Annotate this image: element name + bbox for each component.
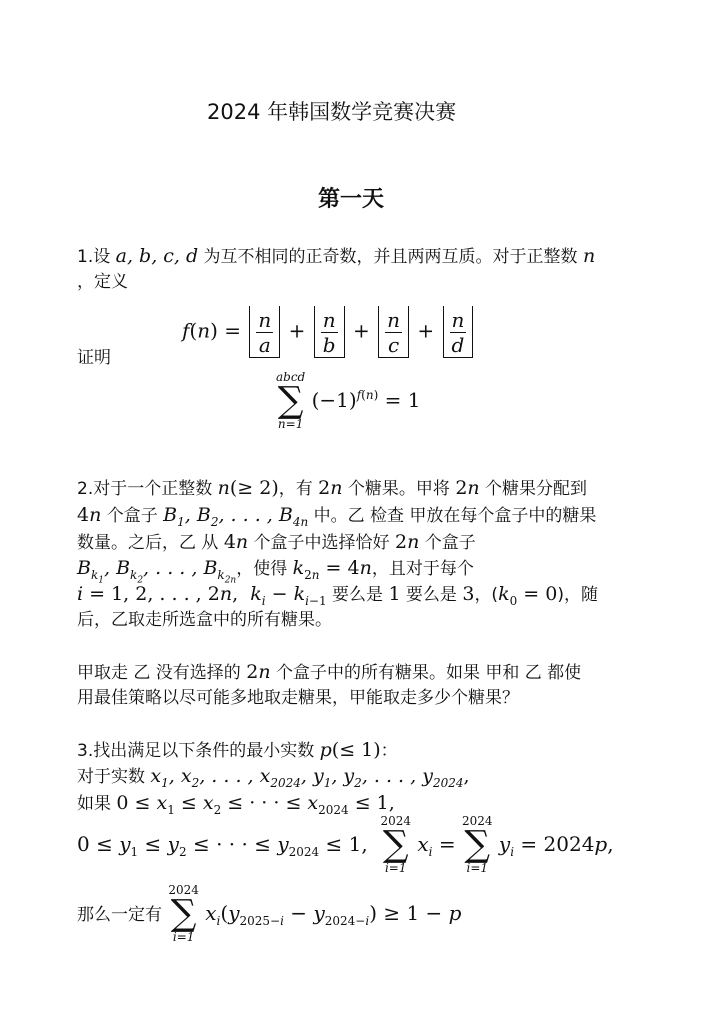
problem-1-define: ，定义 [77,272,128,292]
problem-3-line-1: 3.找出满足以下条件的最小实数 p(≤ 1)： [77,739,398,761]
formula-f-of-n: f(n) = $\frac{n}{a}$ + $\frac{n}{b}$ + $\frac{n}{c}$ + $\frac{n}{d}$ [182,306,475,358]
problem-3-line-5: 那么一定有 2024 ∑ i=1 $x_i(y_{2025-i} - y_{2024-i}) \ge 1 - p$ [77,883,462,945]
problem-2-line-1: 2.对于一个正整数 n(≥ 2)，有 2n 个糖果。甲将 2n 个糖果分配到 [77,477,588,499]
problem-2-line-6: 后，乙取走所选盒中的所有糖果。 [77,610,332,630]
problem-2-line-2: 4n 个盒子 $B_1$, $B_2$, . . . , $B_{4n}$ 中。乙 检查 甲放在每个盒子中的糖果 [77,504,597,529]
problem-2-line-5: i = 1, 2, . . . , 2n, $k_i - k_{i-1}$ 要么是 1 要么是 3，$(k_0 = 0)$，随 [77,583,598,608]
problem-3-line-4: $0 \le y_1 \le y_2$ ≤ · · · ≤ $y_{2024} \le 1$, 2024 ∑ i=1 $x_i$ = 2024 ∑ i=1 $y_i = 2024p$, [77,814,614,876]
document-title: 2024 年韩国数学竞赛决赛 [207,100,457,124]
problem-2-line-4: $B_{k_1}$, $B_{k_2}$, . . . , $B_{k_{2n}}$，使得 $k_{2n} = 4n$，且对于每个 [77,557,474,586]
problem-2-line-8: 用最佳策略以尽可能多地取走糖果，甲能取走多少个糖果？ [77,688,519,708]
problem-1-prove: 证明 [77,348,111,368]
formula-sum-parity: abcd ∑ n=1 $(-1)^{f(n)} = 1$ [276,370,421,432]
problem-2-line-3: 数量。之后，乙 从 4n 个盒子中选择恰好 2n 个盒子 [77,531,476,553]
problem-2-line-7: 甲取走 乙 没有选择的 2n 个盒子中的所有糖果。如果 甲和 乙 都使 [77,661,582,683]
day-heading: 第一天 [318,187,385,212]
problem-3-line-2: 对于实数 $x_1$, $x_2$, . . . , $x_{2024}$, $y_1$, $y_2$, . . . , $y_{2024}$, [77,765,470,790]
problem-1-intro: 1.设 a, b, c, d 为互不相同的正奇数，并且两两互质。对于正整数 n [77,245,596,267]
problem-3-line-3: 如果 $0 \le x_1 \le x_2$ ≤ · · · ≤ $x_{2024} \le 1$, [77,792,395,817]
